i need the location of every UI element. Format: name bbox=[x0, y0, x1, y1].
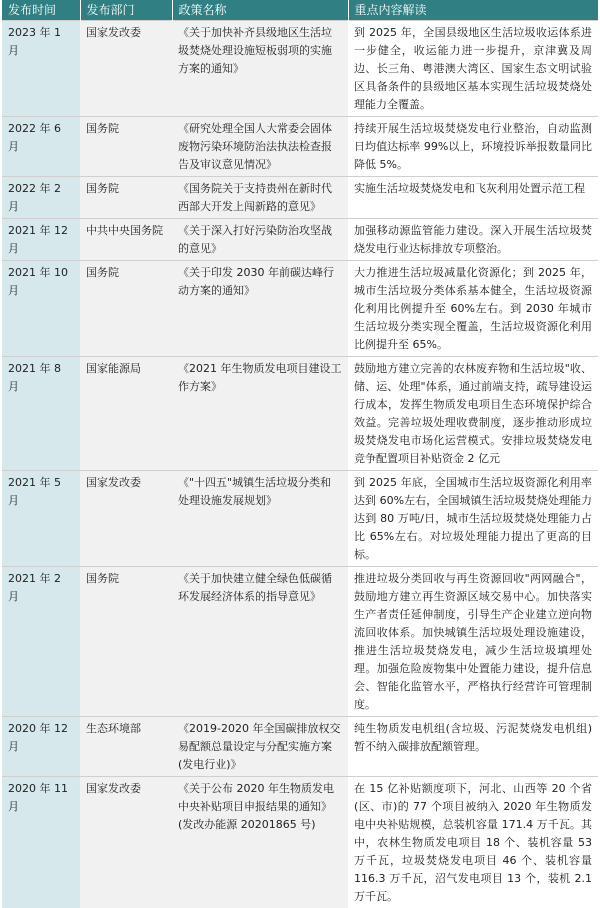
cell-dept: 中共中央国务院 bbox=[80, 219, 172, 261]
cell-dept: 国家发改委 bbox=[80, 471, 172, 567]
cell-policy-name: 《研究处理全国人大常委会固体废物污染环境防治法执法检查报告及审议意见情况》 bbox=[172, 117, 348, 177]
cell-description: 实施生活垃圾焚烧发电和飞灰利用处置示范工程 bbox=[348, 177, 598, 219]
cell-description: 到 2025 年，全国县级地区生活垃圾收运体系进一步健全，收运能力进一步提升，京津冀及周边、长三角、粤港澳大湾区、国家生态文明试验区具备条件的县级地区基本实现生活垃圾焚烧处理能力全覆盖。 bbox=[348, 21, 598, 117]
cell-description: 推进垃圾分类回收与再生资源回收"两网融合"，鼓励地方建立再生资源区域交易中心。加快落实生产者责任延伸制度，引导生产企业建立逆向物流回收体系。加快城镇生活垃圾处理设施建设，推进生活垃圾焚烧发电，减少生活垃圾填埋处理。加强危险废物集中处置能力建设，提升信息会、智能化监管水平，严格执行经营许可管理制度。 bbox=[348, 567, 598, 717]
cell-date: 2021 年 2 月 bbox=[2, 567, 80, 717]
cell-description: 纯生物质发电机组(含垃圾、污泥焚烧发电机组)暂不纳入碳排放配额管理。 bbox=[348, 717, 598, 777]
cell-description: 持续开展生活垃圾焚烧发电行业整治，自动监测日均值达标率 99%以上，环境投诉举报数量同比降低 5%。 bbox=[348, 117, 598, 177]
cell-description: 鼓励地方建立完善的农林废弃物和生活垃圾"收、储、运、处理"体系，通过前端支持，疏导建设运行成本，发挥生物质发电项目生态环境保护综合效益。完善垃圾处理收费制度，逐步推动形成垃圾焚烧发电市场化运营模式。安排垃圾焚烧发电竞争配置项目补贴资金 2 亿元 bbox=[348, 357, 598, 471]
cell-date: 2021 年 12 月 bbox=[2, 219, 80, 261]
cell-dept: 生态环境部 bbox=[80, 717, 172, 777]
cell-date: 2021 年 10 月 bbox=[2, 261, 80, 357]
table-row bbox=[2, 177, 598, 219]
header-policy-name: 政策名称 bbox=[172, 0, 348, 21]
header-key-content: 重点内容解读 bbox=[348, 0, 598, 21]
cell-policy-name: 《"十四五"城镇生活垃圾分类和处理设施发展规划》 bbox=[172, 471, 348, 567]
table-row bbox=[2, 777, 598, 908]
policy-table bbox=[2, 0, 599, 908]
cell-policy-name: 《关于深入打好污染防治攻坚战的意见》 bbox=[172, 219, 348, 261]
cell-dept: 国家能源局 bbox=[80, 357, 172, 471]
cell-dept: 国家发改委 bbox=[80, 21, 172, 117]
cell-date: 2020 年 11 月 bbox=[2, 777, 80, 908]
header-publish-date: 发布时间 bbox=[2, 0, 80, 21]
cell-description: 在 15 亿补贴额度项下，河北、山西等 20 个省(区、市)的 77 个项目被纳入 2020 年生物质发电中央补贴规模，总装机容量 171.4 万千瓦。其中，农林生物质发电项目 18 个、装机容量 53 万千瓦，垃圾焚烧发电项目 46 个、装机容量 116.3 万千瓦，沼气发电项目 13 个，装机 2.1 万千瓦。 bbox=[348, 777, 598, 908]
cell-description: 大力推进生活垃圾减量化资源化；到 2025 年，城市生活垃圾分类体系基本健全，生活垃圾资源化利用比例提升至 60%左右。到 2030 年城市生活垃圾分类实现全覆盖，生活垃圾资源化利用比例提升至 65%。 bbox=[348, 261, 598, 357]
table-row bbox=[2, 117, 598, 177]
cell-dept: 国务院 bbox=[80, 261, 172, 357]
table-row bbox=[2, 219, 598, 261]
cell-policy-name: 《2019-2020 年全国碳排放权交易配额总量设定与分配实施方案(发电行业)》 bbox=[172, 717, 348, 777]
cell-date: 2021 年 8 月 bbox=[2, 357, 80, 471]
cell-description: 到 2025 年底，全国城市生活垃圾资源化利用率达到 60%左右，全国城镇生活垃圾焚烧处理能力达到 80 万吨/日，城市生活垃圾焚烧处理能力占比 65%左右。对垃圾处理能力提出了更高的目标。 bbox=[348, 471, 598, 567]
cell-date: 2023 年 1 月 bbox=[2, 21, 80, 117]
table-row bbox=[2, 261, 598, 357]
cell-dept: 国家发改委 bbox=[80, 777, 172, 908]
table-row bbox=[2, 21, 598, 117]
table-row bbox=[2, 567, 598, 717]
cell-policy-name: 《关于印发 2030 年前碳达峰行动方案的通知》 bbox=[172, 261, 348, 357]
cell-policy-name: 《关于加快补齐县级地区生活垃圾焚烧处理设施短板弱项的实施方案的通知》 bbox=[172, 21, 348, 117]
cell-date: 2020 年 12 月 bbox=[2, 717, 80, 777]
cell-date: 2021 年 5 月 bbox=[2, 471, 80, 567]
cell-policy-name: 《关于加快建立健全绿色低碳循环发展经济体系的指导意见》 bbox=[172, 567, 348, 717]
table-row bbox=[2, 471, 598, 567]
table-header-row bbox=[2, 0, 598, 21]
cell-dept: 国务院 bbox=[80, 117, 172, 177]
table-row bbox=[2, 717, 598, 777]
cell-policy-name: 《2021 年生物质发电项目建设工作方案》 bbox=[172, 357, 348, 471]
cell-description: 加强移动源监管能力建设。深入开展生活垃圾焚烧发电行业达标排放专项整治。 bbox=[348, 219, 598, 261]
header-publish-dept: 发布部门 bbox=[80, 0, 172, 21]
cell-date: 2022 年 2 月 bbox=[2, 177, 80, 219]
cell-policy-name: 《关于公布 2020 年生物质发电中央补贴项目申报结果的通知》(发改办能源 20201865 号) bbox=[172, 777, 348, 908]
cell-policy-name: 《国务院关于支持贵州在新时代西部大开发上闯新路的意见》 bbox=[172, 177, 348, 219]
cell-date: 2022 年 6 月 bbox=[2, 117, 80, 177]
cell-dept: 国务院 bbox=[80, 177, 172, 219]
cell-dept: 国务院 bbox=[80, 567, 172, 717]
table-row bbox=[2, 357, 598, 471]
